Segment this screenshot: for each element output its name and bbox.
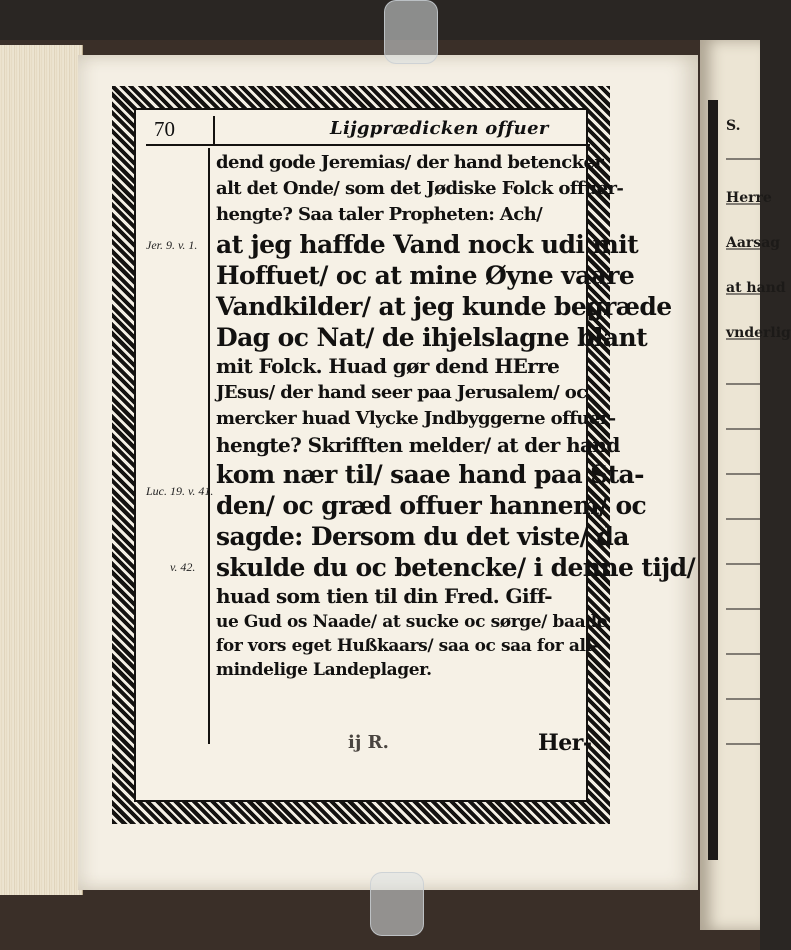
facing-page-border [708,100,788,860]
facing-page-fragment: at hand [726,280,786,296]
text-line: Vandkilder/ at jeg kunde begræde [216,292,672,321]
text-line: den/ oc græd offuer hannem/ oc [216,491,647,520]
text-line: at jeg haffde Vand nock udi mit [216,230,639,259]
facing-page [700,40,791,930]
text-line: hengte? Skrifften melder/ at der hand [216,433,620,457]
margin-note-verse: v. 42. [170,560,196,574]
facing-page-fragment: Herre [726,190,772,206]
text-line: Dag oc Nat/ de ihjelslagne blant [216,323,648,352]
margin-note-jeremiah: Jer. 9. v. 1. [146,238,198,252]
text-line: dend gode Jeremias/ der hand betencker [216,152,604,173]
header-rule [146,144,590,146]
top-page-clip [384,0,438,64]
running-title: Lijgprædicken offuer [330,118,549,139]
header-divider [213,116,215,146]
margin-rule [208,148,210,744]
page-number: 70 [154,117,175,141]
bottom-page-clip [370,872,424,936]
catchword: Her- [538,730,592,756]
facing-page-fragment: Aarsag [726,235,781,251]
margin-note-luke: Luc. 19. v. 41. [146,484,214,498]
facing-page-fragment: vnderlig [726,325,791,341]
text-line: huad som tien til din Fred. Giff- [216,584,552,608]
text-line: sagde: Dersom du det viste/ da [216,522,629,551]
text-line: hengte? Saa taler Propheten: Ach/ [216,204,543,225]
text-line: Hoffuet/ oc at mine Øyne vaare [216,261,635,290]
signature-mark: ij R. [348,732,389,753]
text-line: kom nær til/ saae hand paa Sta- [216,460,644,489]
text-line: skulde du oc betencke/ i denne tijd/ [216,553,696,582]
page-edges [0,45,83,895]
text-line: mit Folck. Huad gør dend HErre [216,354,560,378]
text-line: for vors eget Hußkaars/ saa oc saa for all- [216,636,599,656]
body-text [216,150,696,682]
text-line: JEsus/ der hand seer paa Jerusalem/ oc [216,382,587,403]
text-line: mercker huad Vlycke Jndbyggerne offuer- [216,407,616,429]
text-line: mindelige Landeplager. [216,660,432,680]
text-line: alt det Onde/ som det Jødiske Folck offuer- [216,177,624,199]
text-line: ue Gud os Naade/ at sucke oc sørge/ baade [216,612,608,632]
facing-page-fragment: S. [726,118,741,134]
